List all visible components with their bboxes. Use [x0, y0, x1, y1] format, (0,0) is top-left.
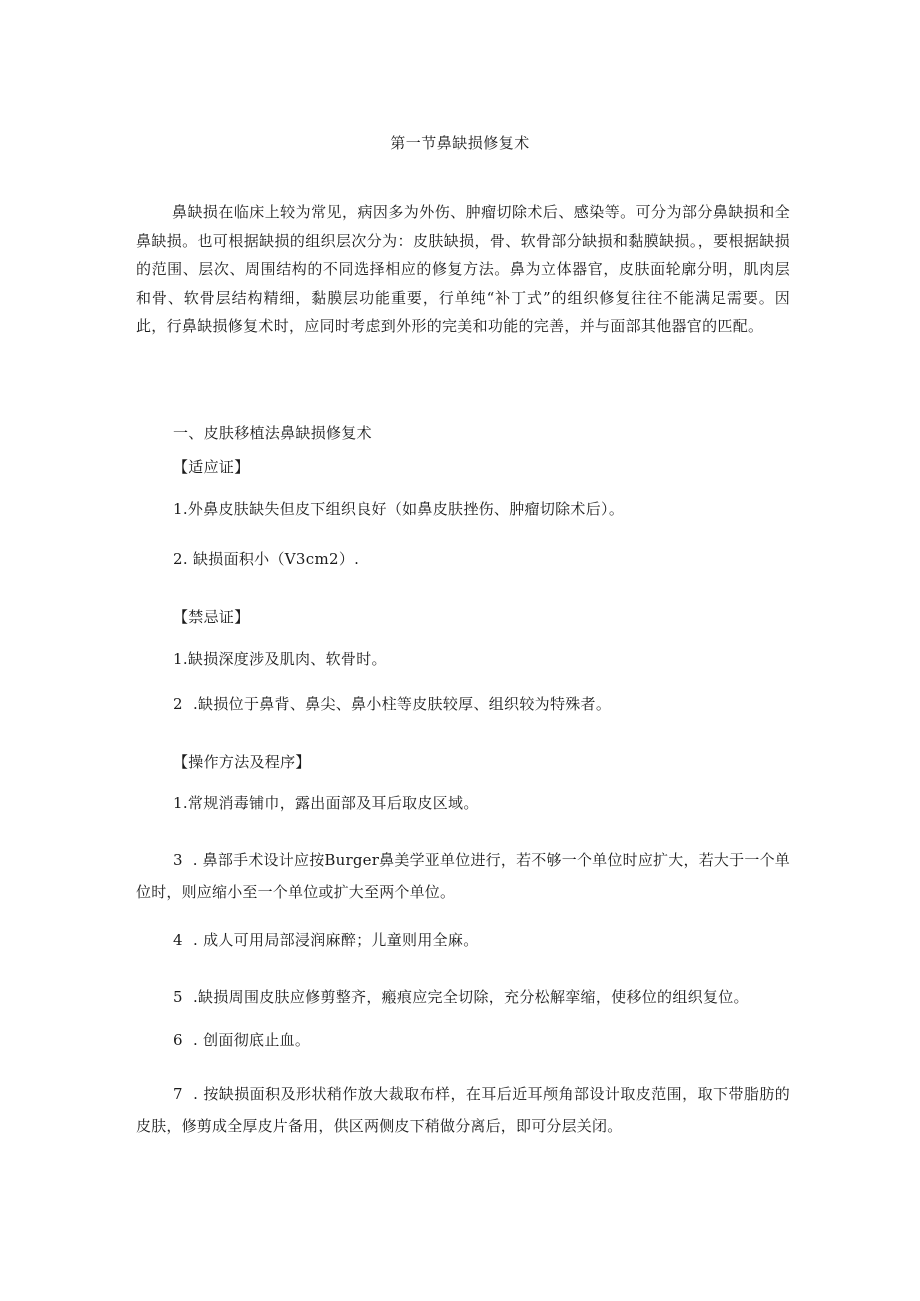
procedure-item: 5 .缺损周围皮肤应修剪整齐，瘢痕应完全切除，充分松解挛缩，使移位的组织复位。	[173, 988, 749, 1006]
procedure-item: 1.常规消毒铺巾，露出面部及耳后取皮区域。	[173, 794, 479, 812]
intro-paragraph: 鼻缺损在临床上较为常见，病因多为外伤、肿瘤切除术后、感染等。可分为部分鼻缺损和全鼻缺损。也可根据缺损的组织层次分为：皮肤缺损，骨、软骨部分缺损和黏膜缺损。，要根据缺损的范围、层次、周围结构的不同选择相应的修复方法。鼻为立体器官，皮肤面轮廓分明，肌肉层和骨、软骨层结构精细，黏膜层功能重要，行单纯“补丁式”的组织修复往往不能满足需要。因此，行鼻缺损修复术时，应同时考虑到外形的完美和功能的完善，并与面部其他器官的匹配。	[136, 203, 790, 336]
procedure-item: 4 . 成人可用局部浸润麻醉；儿童则用全麻。	[173, 931, 479, 949]
procedure-item: 7 . 按缺损面积及形状稍作放大裁取布样，在耳后近耳颅角部设计取皮范围，取下带脂肪的皮肤，修剪成全厚皮片备用，供区两侧皮下稍做分离后，即可分层关闭。	[136, 1085, 790, 1135]
contraindication-item: 2 .缺损位于鼻背、鼻尖、鼻小柱等皮肤较厚、组织较为特殊者。	[173, 695, 612, 713]
page-title: 第一节鼻缺损修复术	[390, 134, 530, 152]
contraindications-heading: 【禁忌证】	[173, 608, 250, 626]
contraindication-item: 1.缺损深度涉及肌肉、软骨时。	[173, 650, 387, 668]
indications-heading: 【适应证】	[173, 458, 250, 476]
procedure-heading: 【操作方法及程序】	[173, 753, 311, 771]
procedure-item: 3 . 鼻部手术设计应按Burger鼻美学亚单位进行，若不够一个单位时应扩大，若大于一个单位时，则应缩小至一个单位或扩大至两个单位。	[136, 851, 790, 901]
indication-item: 2. 缺损面积小（V3cm2）.	[173, 550, 360, 568]
indication-item: 1.外鼻皮肤缺失但皮下组织良好（如鼻皮肤挫伤、肿瘤切除术后）。	[173, 500, 625, 518]
section-heading: 一、皮肤移植法鼻缺损修复术	[173, 424, 372, 442]
procedure-item: 6 . 创面彻底止血。	[173, 1031, 311, 1049]
